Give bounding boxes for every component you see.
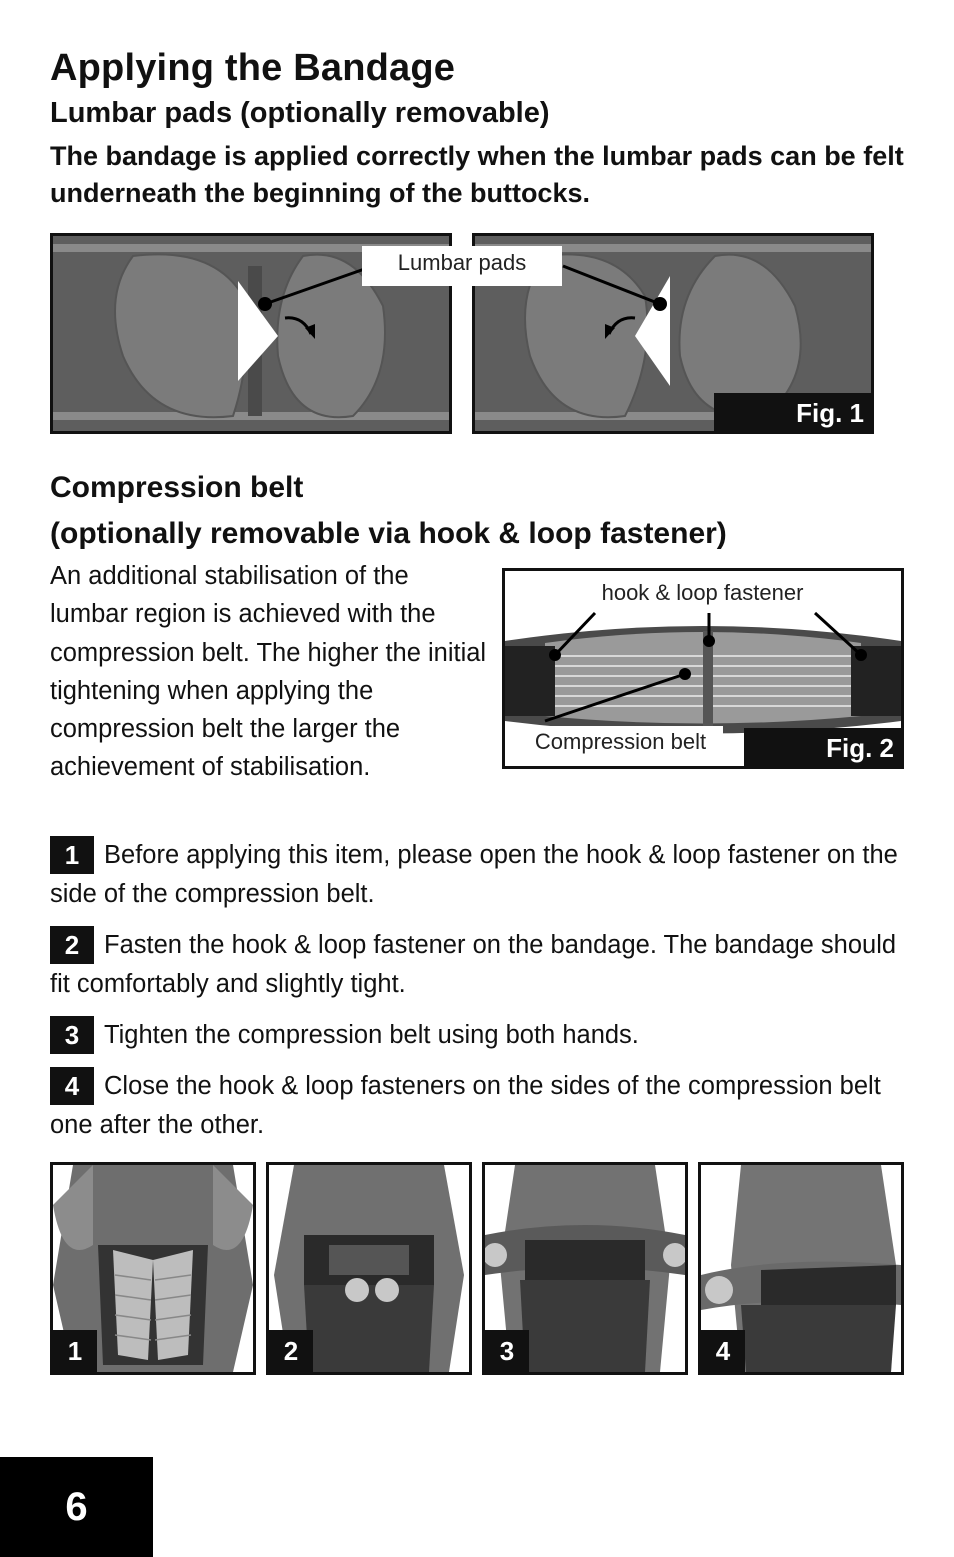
photo-number: 3 [485,1330,529,1372]
fig1-label: Fig. 1 [714,393,874,434]
section-heading-lumbar-pads: Lumbar pads (optionally removable) [50,97,550,129]
page-number: 6 [0,1457,153,1557]
step-photo-3 [482,1162,688,1375]
step-number-4: 4 [50,1067,94,1105]
fig2-label: Fig. 2 [744,728,904,769]
compression-paragraph: An additional stabilisation of the lumbar region is achieved with the compression belt. The higher the initial tightening when applying the compression belt the larger the achievement of stabilisation. [50,562,487,782]
photo-number: 4 [701,1330,745,1372]
hook-loop-callout: hook & loop fastener [601,580,804,605]
step-text: Before applying this item, please open the hook & loop fastener on the side of the compression belt. [50,841,898,908]
step-text: Tighten the compression belt using both hands. [104,1021,639,1049]
step-photo-1 [50,1162,256,1375]
step-number-2: 2 [50,926,94,964]
step-2 [50,926,910,1003]
section-subheading-compression-belt: (optionally removable via hook & loop fastener) [50,517,727,550]
step-photo-2 [266,1162,472,1375]
step-1 [50,836,910,913]
step-number-3: 3 [50,1016,94,1054]
step-4 [50,1067,910,1144]
step-text: Fasten the hook & loop fastener on the bandage. The bandage should fit comfortably and slightly tight. [50,931,897,998]
page-title: Applying the Bandage [50,47,456,89]
lead-text: The bandage is applied correctly when the lumbar pads can be felt underneath the beginning of the buttocks. [50,141,904,208]
step-3 [50,1016,910,1055]
photo-number: 2 [269,1330,313,1372]
step-photo-4 [698,1162,904,1375]
section-heading-compression-belt: Compression belt [50,471,304,504]
lumbar-pads-callout: Lumbar pads [362,246,562,286]
step-text: Close the hook & loop fasteners on the sides of the compression belt one after the other. [50,1072,881,1139]
compression-belt-callout: Compression belt [518,726,723,758]
photo-number: 1 [53,1330,97,1372]
step-number-1: 1 [50,836,94,874]
